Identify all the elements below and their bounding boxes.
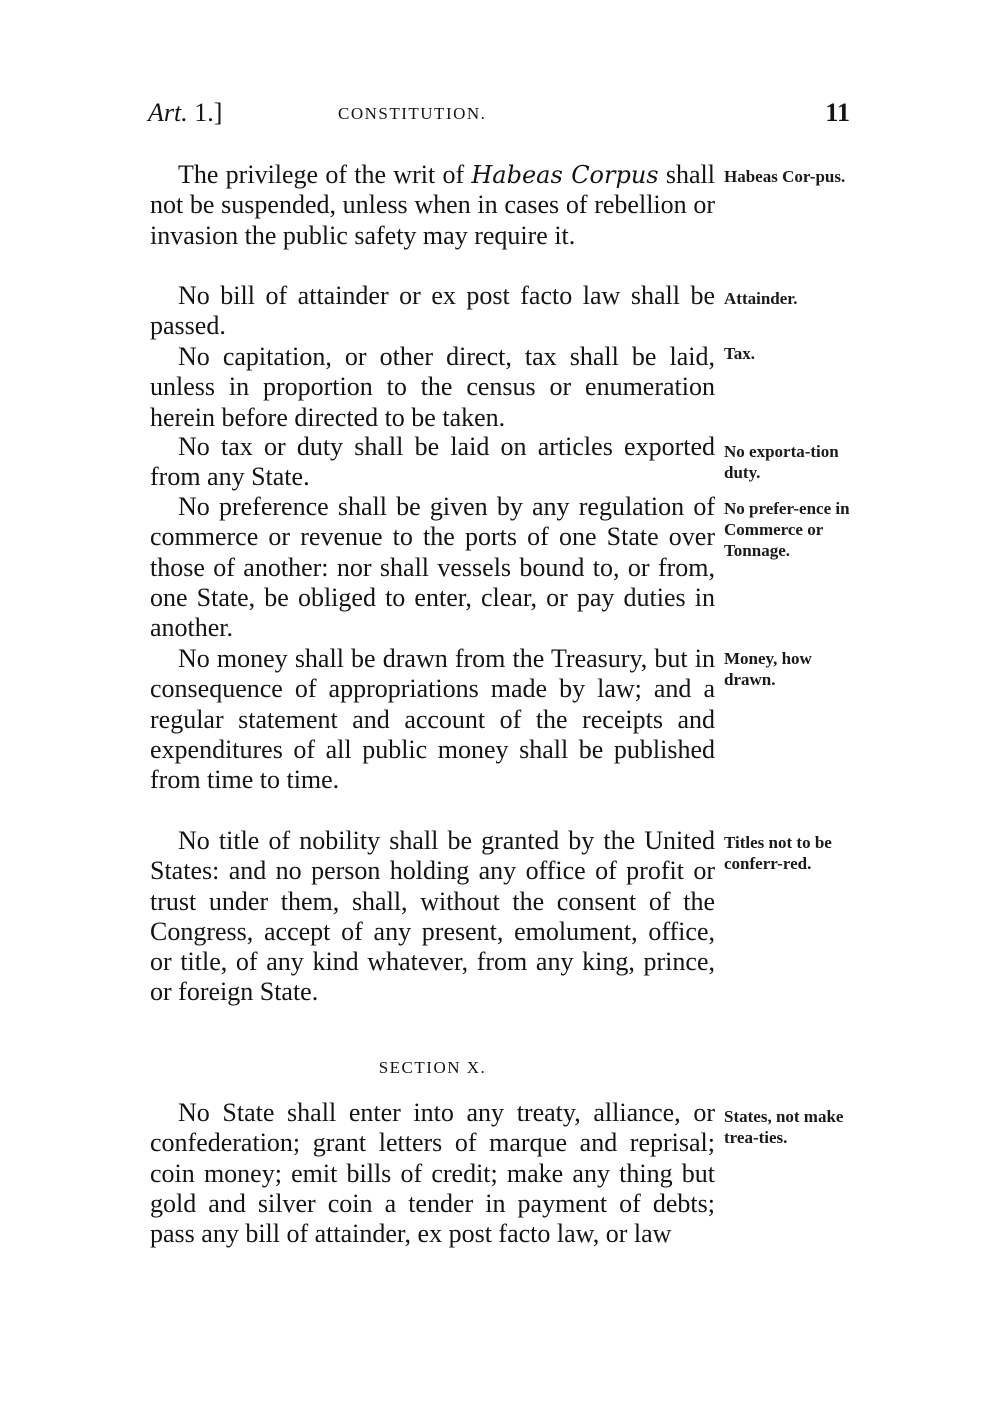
running-title: CONSTITUTION. [338, 104, 487, 123]
article-reference: Art. 1.] [148, 98, 223, 127]
paragraph-nobility: No title of nobility shall be granted by the United States: and no person holding any office of profit or trust under them, shall, without the consent of the Congress, accept of any present, emolument, office, or title, of any kind whatever, from any king, prince, or foreign State. [150, 826, 715, 1007]
page-header [148, 98, 850, 132]
paragraph-habeas-corpus: The privilege of the writ of Habeas Corpus shall not be suspended, unless when in cases of rebellion or invasion the public safety may require it. [150, 160, 715, 250]
paragraph-commerce-preference: No preference shall be given by any regulation of commerce or revenue to the ports of one State over those of another: nor shall vessels bound to, or from, one State, be obliged to enter, clear, or pay duties in another. [150, 492, 715, 643]
margin-note-titles: Titles not to be conferr-red. [724, 833, 832, 873]
paragraph-treasury: No money shall be drawn from the Treasury, but in consequence of appropriations made by law; and a regular statement and account of the receipts and expenditures of all public money shall be published from time to time. [150, 644, 715, 795]
paragraph-attainder: No bill of attainder or ex post facto law shall be passed. [150, 281, 715, 341]
margin-note-commerce: No prefer-ence in Commerce or Tonnage. [724, 499, 850, 560]
margin-note-states: States, not make trea-ties. [724, 1107, 844, 1147]
paragraph-states-restrictions: No State shall enter into any treaty, alliance, or confederation; grant letters of marque and reprisal; coin money; emit bills of credit; make any thing but gold and silver coin a tender in payment of debts; pass any bill of attainder, ex post facto law, or law [150, 1098, 715, 1249]
section-heading: SECTION X. [378, 1058, 487, 1077]
page-number: 11 [825, 98, 850, 127]
margin-note-tax: Tax. [724, 344, 756, 363]
margin-note-money-drawn: Money, how drawn. [724, 649, 812, 689]
paragraph-export-duty: No tax or duty shall be laid on articles exported from any State. [150, 432, 715, 492]
margin-note-habeas-corpus: Habeas Cor-pus. [724, 167, 846, 186]
paragraph-tax: No capitation, or other direct, tax shall be laid, unless in proportion to the census or enumeration herein before directed to be taken. [150, 342, 715, 432]
margin-note-export-duty: No exporta-tion duty. [724, 442, 839, 482]
margin-note-attainder: Attainder. [724, 289, 798, 308]
